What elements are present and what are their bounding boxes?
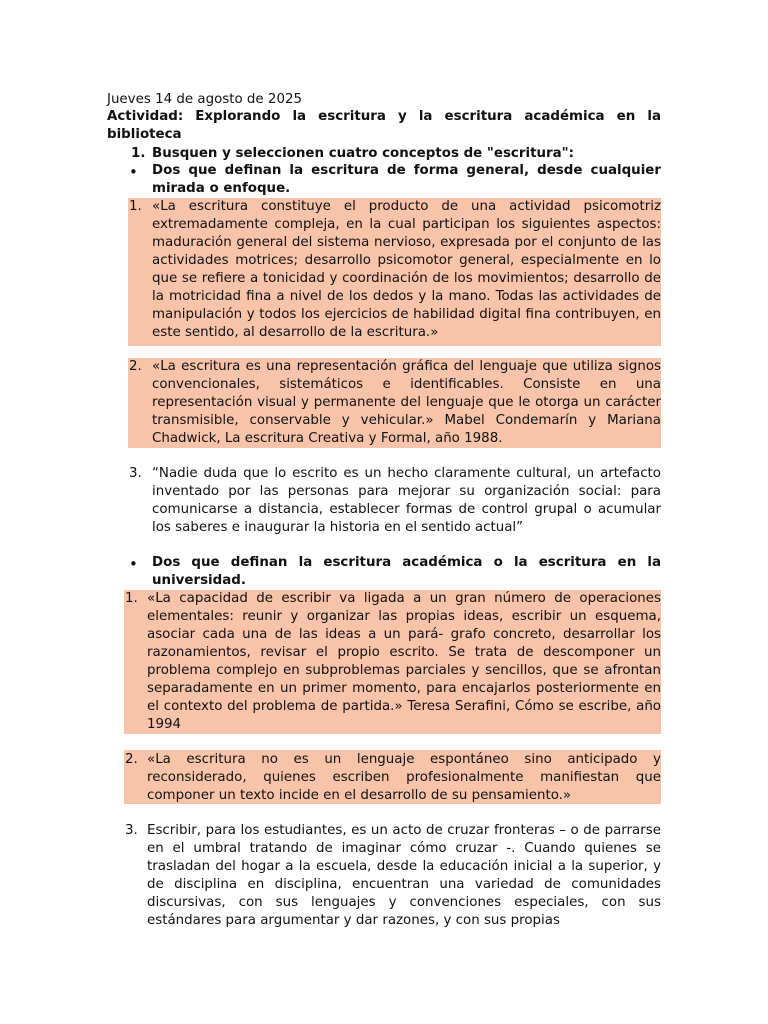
- quote-b2: «La escritura no es un lenguaje espontáneo sino anticipado y reconsiderado, quienes escriben profesionalmente manifiestan que componer un texto incide en el desarrollo de su pensamiento.»: [147, 752, 661, 803]
- section-b-heading: Dos que definan la escritura académica o la escritura en la universidad.: [152, 555, 661, 588]
- quote-a2: «La escritura es una representación gráfica del lenguaje que utiliza signos convencionales, sistemáticos e identificables. Consiste en una representación visual y permanente del lenguaje que le otorga un carácter transmisible, conservable y vehicular.» Mabel Condemarín y Mariana Chadwick, La escritura Creativa y Formal, año 1988.: [152, 359, 661, 446]
- task-number: 1.: [131, 146, 146, 161]
- list-number: 2.: [125, 752, 138, 767]
- list-number: 1.: [129, 199, 142, 214]
- document-date: Jueves 14 de agosto de 2025: [107, 92, 303, 107]
- activity-title: Actividad: Explorando la escritura y la escritura académica en la biblioteca: [107, 109, 661, 142]
- quote-b3: Escribir, para los estudiantes, es un acto de cruzar fronteras – o de parrarse en el umbral tratando de imaginar cómo cruzar -. Cuando quienes se trasladan del hogar a la escuela, desde la educación inicial a la superior, y de disciplina en disciplina, encuentran una variedad de comunidades discursivas, con sus lenguajes y convenciones especiales, con sus estándares para argumentar y dar razones, y con sus propias: [147, 823, 661, 928]
- bullet-icon: •: [129, 163, 138, 181]
- quote-b1: «La capacidad de escribir va ligada a un gran número de operaciones elementales: reunir y organizar las propias ideas, escribir un esquema, asociar cada una de las ideas a un pará- grafo concreto, desarrollar los razonamientos, revisar el propio escrito. Se trata de descomponer un problema complejo en subproblemas parciales y sencillos, que se afrontan separadamente en un primer momento, para encajarlos posteriormente en el contexto del problema de partida.» Teresa Serafini, Cómo se escribe, año 1994: [147, 591, 661, 732]
- section-a-heading: Dos que definan la escritura de forma general, desde cualquier mirada o enfoque.: [152, 163, 661, 196]
- quote-a3: “Nadie duda que lo escrito es un hecho claramente cultural, un artefacto inventado por las personas para mejorar su organización social: para comunicarse a distancia, establecer formas de control grupal o acumular los saberes e inaugurar la historia en el sentido actual”: [152, 466, 661, 535]
- task-text: Busquen y seleccionen cuatro conceptos de "escritura":: [152, 146, 574, 161]
- list-number: 3.: [129, 466, 142, 481]
- list-number: 2.: [129, 359, 142, 374]
- list-number: 3.: [125, 823, 138, 838]
- quote-a1: «La escritura constituye el producto de una actividad psicomotriz extremadamente compleja, en la cual participan los siguientes aspectos: maduración general del sistema nervioso, expresada por el conjunto de las actividades motrices; desarrollo psicomotor general, especialmente en lo que se refiere a tonicidad y coordinación de los movimientos; desarrollo de la motricidad fina a nivel de los dedos y la mano. Todas las actividades de manipulación y todos los ejercicios de habilidad digital fina contribuyen, en este sentido, al desarrollo de la escritura.»: [152, 199, 661, 340]
- list-number: 1.: [125, 591, 138, 606]
- bullet-icon: •: [129, 555, 138, 573]
